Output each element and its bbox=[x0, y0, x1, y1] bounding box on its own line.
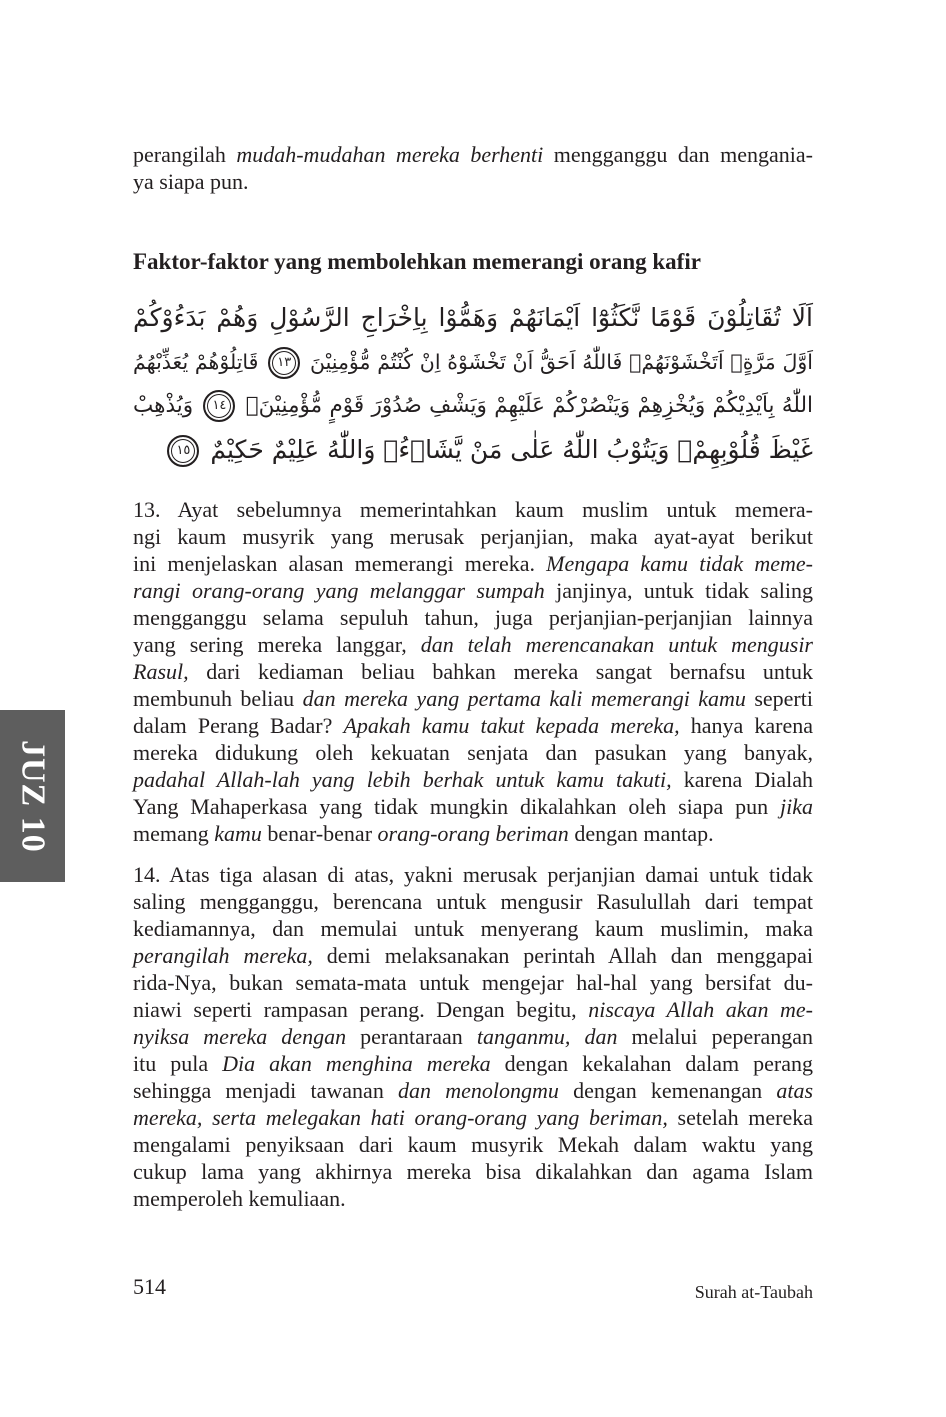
text-run: perangilah bbox=[133, 142, 237, 167]
verse-number-marker: ١٣ bbox=[268, 347, 300, 379]
text-run: perantaraan bbox=[346, 1024, 477, 1049]
commentary-line bbox=[133, 1185, 813, 1212]
commentary-line bbox=[133, 550, 813, 577]
italic-text: atas bbox=[776, 1078, 814, 1103]
commentary-line bbox=[133, 1131, 813, 1158]
verse-number-marker: ١٥ bbox=[167, 435, 199, 467]
text-run: 14. Atas tiga alasan di atas, yakni merusak perjanjian damai untuk tidak bbox=[133, 862, 813, 887]
text-run: dalam Perang Badar? bbox=[133, 713, 344, 738]
text-run: mengganggu dan mengania- bbox=[543, 142, 813, 167]
commentary-line bbox=[133, 604, 813, 631]
commentary-line bbox=[133, 888, 813, 915]
text-run: mereka didukung oleh kekuatan senjata dan pasukan yang banyak, bbox=[133, 740, 813, 765]
text-run: itu pula bbox=[133, 1051, 223, 1076]
commentary-line bbox=[133, 577, 813, 604]
text-run: dari kediaman beliau bahkan mereka sangat bernafsu untuk bbox=[188, 659, 813, 684]
text-run: mengalami penyiksaan dari kaum musyrik Mekah dalam waktu yang bbox=[133, 1132, 813, 1157]
text-run: غَيْظَ قُلُوْبِهِمْۗ وَيَتُوْبُ اللّٰهُ عَلٰى مَنْ يَّشَاۤءُۗ وَاللّٰهُ عَلِيْمٌ حَكِيْمٌ bbox=[202, 435, 813, 464]
text-run: mengganggu selama sepuluh tahun, juga perjanjian-perjanjian lainnya bbox=[133, 605, 813, 630]
italic-text: nyiksa mereka dengan bbox=[133, 1024, 347, 1049]
verse-line bbox=[133, 296, 813, 340]
text-run: memang bbox=[133, 821, 215, 846]
verse-line bbox=[133, 340, 813, 384]
juz-side-tab bbox=[0, 710, 65, 882]
commentary-line bbox=[133, 1050, 813, 1077]
text-run: melalui peperangan bbox=[617, 1024, 813, 1049]
text-run: benar-benar bbox=[261, 821, 378, 846]
italic-text: Dia akan menghina mereka bbox=[222, 1051, 491, 1076]
text-run: kediamannya, dan memulai untuk menyerang kaum muslimin, maka bbox=[133, 916, 813, 941]
italic-text: mereka, serta melegakan hati orang-orang yang beriman, bbox=[133, 1105, 668, 1130]
text-run: اَلَا تُقَاتِلُوْنَ قَوْمًا نَّكَثُوْٓا اَيْمَانَهُمْ وَهَمُّوْا بِاِخْرَاجِ الرَّسُوْلِ وَهُمْ بَدَءُوْكُمْ bbox=[133, 303, 813, 332]
italic-text: jika bbox=[780, 794, 813, 819]
commentary-line bbox=[133, 631, 813, 658]
section-heading: Faktor-faktor yang membolehkan memerangi orang kafir bbox=[133, 249, 701, 274]
commentary-line bbox=[133, 739, 813, 766]
text-run: demi melaksanakan perintah Allah dan menggapai bbox=[312, 943, 813, 968]
italic-text: dan menolongmu bbox=[398, 1078, 559, 1103]
italic-text: niscaya Allah akan me- bbox=[588, 997, 813, 1022]
italic-text: kamu bbox=[214, 821, 262, 846]
commentary-line bbox=[133, 766, 813, 793]
text-run: dengan kekalahan dalam perang bbox=[490, 1051, 813, 1076]
commentary-line bbox=[133, 523, 813, 550]
commentary-line bbox=[133, 1104, 813, 1131]
juz-label: JUZ 10 bbox=[14, 739, 52, 853]
commentary-line bbox=[133, 915, 813, 942]
verse-number-marker: ١٤ bbox=[203, 390, 235, 422]
text-run: rida-Nya, bukan semata-mata untuk mengejar hal-hal yang bersifat du- bbox=[133, 970, 813, 995]
commentary-line bbox=[133, 685, 813, 712]
commentary-line bbox=[133, 996, 813, 1023]
text-run: Yang Mahaperkasa yang tidak mungkin dikalahkan oleh siapa pun bbox=[133, 794, 780, 819]
text-run: ya siapa pun. bbox=[133, 169, 249, 194]
commentary-line bbox=[133, 861, 813, 888]
text-run: saling mengganggu, berencana untuk mengusir Rasulullah dari tempat bbox=[133, 889, 813, 914]
text-run: hanya karena bbox=[679, 713, 813, 738]
text-run: اَوَّلَ مَرَّةٍۗ اَتَخْشَوْنَهُمْۚ فَاللّٰهُ اَحَقُّ اَنْ تَخْشَوْهُ اِنْ كُنْتُمْ مُّؤْمِنِيْنَ bbox=[303, 350, 813, 374]
text-run: ini menjelaskan alasan memerangi mereka. bbox=[133, 551, 547, 576]
text-run: seperti bbox=[745, 686, 813, 711]
text-run: ngi kaum musyrik yang merusak perjanjian, maka ayat-ayat berikut bbox=[133, 524, 813, 549]
text-run: dengan kemenangan bbox=[558, 1078, 777, 1103]
text-run: اللّٰهُ بِاَيْدِيْكُمْ وَيُخْزِهِمْ وَيَنْصُرْكُمْ عَلَيْهِمْ وَيَشْفِ صُدُوْرَ قَوْمٍ مُّؤْمِنِيْنَۙ bbox=[238, 393, 814, 418]
commentary-line bbox=[133, 942, 813, 969]
italic-text: Apakah kamu takut kepada mereka, bbox=[343, 713, 680, 738]
commentary-line bbox=[133, 658, 813, 685]
italic-text: orang-orang beriman bbox=[377, 821, 569, 846]
italic-text: Rasul, bbox=[133, 659, 189, 684]
italic-text: dan mereka yang pertama kali memerangi kamu bbox=[302, 686, 746, 711]
running-footer: Surah at-Taubah bbox=[694, 1282, 813, 1302]
intro-line bbox=[133, 141, 813, 168]
intro-line bbox=[133, 168, 813, 195]
text-run: janjinya, untuk tidak saling bbox=[544, 578, 813, 603]
commentary-paragraph-14 bbox=[133, 861, 813, 1212]
commentary-line bbox=[133, 793, 813, 820]
commentary-line bbox=[133, 969, 813, 996]
italic-text: rangi orang-orang yang melanggar sumpah bbox=[133, 578, 545, 603]
verse-line bbox=[133, 384, 813, 428]
text-run: membunuh beliau bbox=[133, 686, 303, 711]
commentary-line bbox=[133, 1077, 813, 1104]
commentary-line bbox=[133, 712, 813, 739]
text-run: قَاتِلُوْهُمْ يُعَذِّبْهُمُ bbox=[133, 350, 266, 374]
italic-text: dan telah merencanakan untuk mengusir bbox=[420, 632, 813, 657]
text-run: sehingga menjadi tawanan bbox=[133, 1078, 399, 1103]
commentary-line bbox=[133, 820, 813, 847]
text-run: memperoleh kemuliaan. bbox=[133, 1186, 346, 1211]
text-run: 13. Ayat sebelumnya memerintahkan kaum muslim untuk memera- bbox=[133, 497, 813, 522]
commentary-line bbox=[133, 1023, 813, 1050]
text-run: karena Dialah bbox=[671, 767, 813, 792]
commentary-line bbox=[133, 1158, 813, 1185]
commentary-line bbox=[133, 496, 813, 523]
italic-text: tanganmu, dan bbox=[476, 1024, 618, 1049]
text-run: وَيُذْهِبْ bbox=[133, 393, 201, 418]
text-run: dengan mantap. bbox=[568, 821, 714, 846]
quran-verses-13-15 bbox=[133, 296, 813, 472]
verse-line bbox=[133, 428, 813, 472]
italic-text: perangilah mereka, bbox=[133, 943, 313, 968]
text-run: yang sering mereka langgar, bbox=[133, 632, 421, 657]
italic-text: mudah-mudahan mereka berhenti bbox=[236, 142, 544, 167]
text-run: setelah mereka bbox=[667, 1105, 813, 1130]
text-run: niawi seperti rampasan perang. Dengan begitu, bbox=[133, 997, 589, 1022]
italic-text: padahal Allah-lah yang lebih berhak untuk kamu takuti, bbox=[133, 767, 672, 792]
commentary-paragraph-13 bbox=[133, 496, 813, 847]
page-number: 514 bbox=[133, 1274, 166, 1299]
text-run: cukup lama yang akhirnya mereka bisa dikalahkan dan agama Islam bbox=[133, 1159, 813, 1184]
intro-paragraph bbox=[133, 141, 813, 195]
italic-text: Mengapa kamu tidak meme- bbox=[546, 551, 813, 576]
